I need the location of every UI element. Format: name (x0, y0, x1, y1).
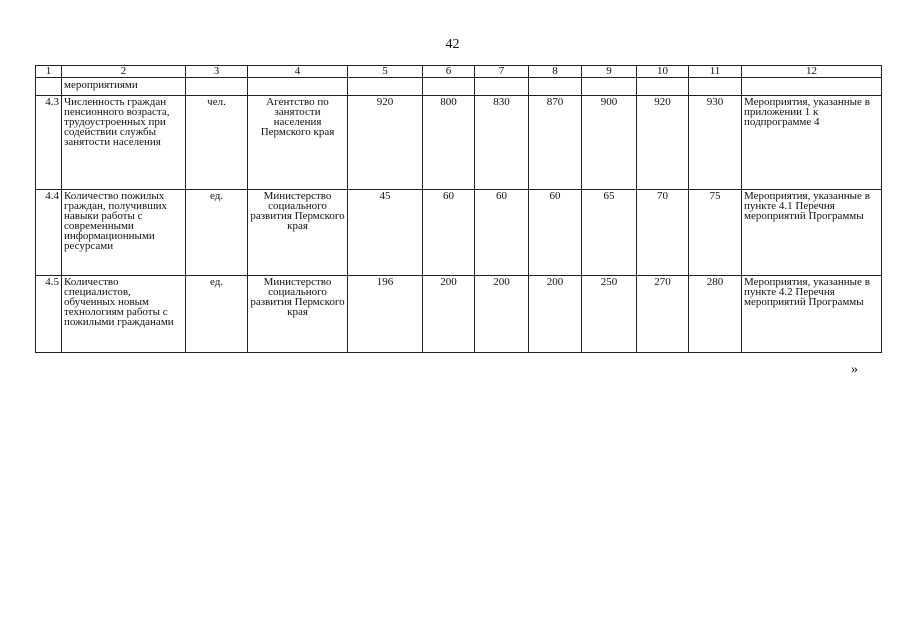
continuation-empty-cell (186, 78, 248, 96)
continuation-empty-cell (475, 78, 529, 96)
unit-cell: ед. (186, 190, 248, 276)
column-number-10: 10 (637, 66, 689, 78)
continuation-empty-cell (582, 78, 637, 96)
continuation-empty-cell (248, 78, 348, 96)
indicator-name: Количество специалистов, обученных новым технологиям работы с пожилыми гражданами (62, 276, 186, 353)
measures-cell: Мероприятия, указанные в пункте 4.2 Перечня мероприятий Программы (742, 276, 882, 353)
row-number: 4.5 (36, 276, 62, 353)
row-number: 4.4 (36, 190, 62, 276)
column-number-9: 9 (582, 66, 637, 78)
value-cell: 900 (582, 96, 637, 190)
header-row (36, 66, 882, 78)
continuation-row (36, 78, 882, 96)
continuation-empty-cell (637, 78, 689, 96)
continuation-empty-cell (529, 78, 582, 96)
indicator-name: Численность граждан пенсионного возраста, трудоустроенных при содействии службы занятости населения (62, 96, 186, 190)
table-row (36, 276, 882, 353)
indicator-name: Количество пожилых граждан, получивших навыки работы с современными информационными ресурсами (62, 190, 186, 276)
value-cell: 200 (423, 276, 475, 353)
value-cell: 870 (529, 96, 582, 190)
continuation-empty-cell (423, 78, 475, 96)
value-cell: 270 (637, 276, 689, 353)
executor-cell: Министерство социального развития Пермского края (248, 190, 348, 276)
continuation-empty-cell (742, 78, 882, 96)
measures-cell: Мероприятия, указанные в пункте 4.1 Перечня мероприятий Программы (742, 190, 882, 276)
continuation-empty-cell (348, 78, 423, 96)
closing-quote-mark: » (851, 362, 858, 377)
page-number: 42 (445, 37, 460, 52)
column-number-11: 11 (689, 66, 742, 78)
value-cell: 200 (475, 276, 529, 353)
indicators-table (35, 65, 882, 353)
value-cell: 800 (423, 96, 475, 190)
value-cell: 196 (348, 276, 423, 353)
value-cell: 830 (475, 96, 529, 190)
column-number-2: 2 (62, 66, 186, 78)
unit-cell: чел. (186, 96, 248, 190)
measures-cell: Мероприятия, указанные в приложении 1 к подпрограмме 4 (742, 96, 882, 190)
column-number-12: 12 (742, 66, 882, 78)
value-cell: 60 (423, 190, 475, 276)
value-cell: 65 (582, 190, 637, 276)
value-cell: 75 (689, 190, 742, 276)
row-number: 4.3 (36, 96, 62, 190)
column-number-6: 6 (423, 66, 475, 78)
continuation-num-cell (36, 78, 62, 96)
unit-cell: ед. (186, 276, 248, 353)
value-cell: 250 (582, 276, 637, 353)
value-cell: 200 (529, 276, 582, 353)
table-row (36, 190, 882, 276)
column-number-4: 4 (248, 66, 348, 78)
column-number-7: 7 (475, 66, 529, 78)
value-cell: 70 (637, 190, 689, 276)
column-number-5: 5 (348, 66, 423, 78)
value-cell: 930 (689, 96, 742, 190)
value-cell: 60 (529, 190, 582, 276)
continuation-empty-cell (689, 78, 742, 96)
continuation-name-cell: мероприятиями (62, 78, 186, 96)
value-cell: 920 (348, 96, 423, 190)
executor-cell: Министерство социального развития Пермского края (248, 276, 348, 353)
value-cell: 280 (689, 276, 742, 353)
table-row (36, 96, 882, 190)
column-number-8: 8 (529, 66, 582, 78)
value-cell: 45 (348, 190, 423, 276)
column-number-3: 3 (186, 66, 248, 78)
column-number-1: 1 (36, 66, 62, 78)
executor-cell: Агентство по занятости населения Пермского края (248, 96, 348, 190)
value-cell: 920 (637, 96, 689, 190)
value-cell: 60 (475, 190, 529, 276)
